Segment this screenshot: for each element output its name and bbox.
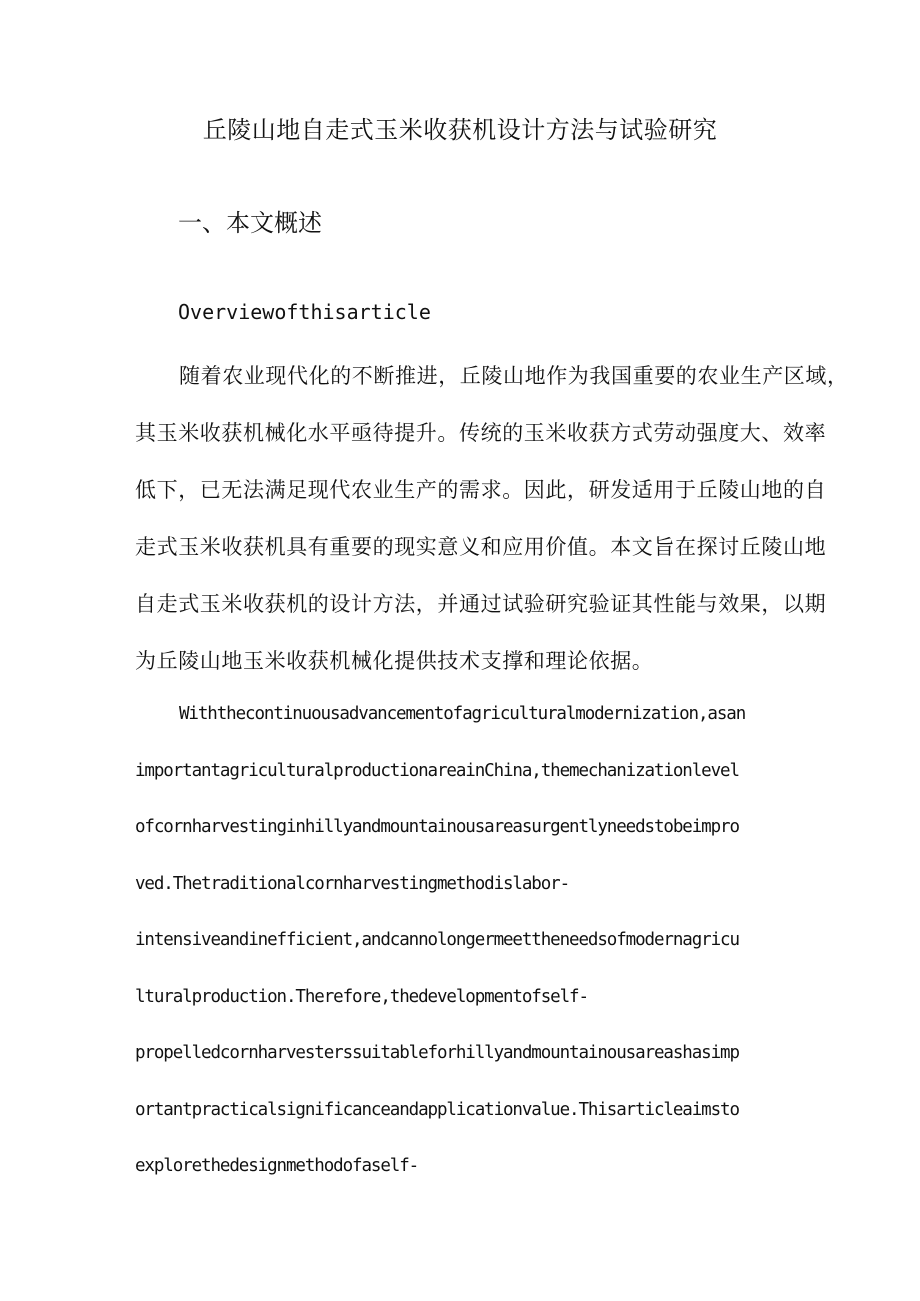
paragraph-line: 自走式玉米收获机的设计方法，并通过试验研究验证其性能与效果，以期	[135, 592, 827, 616]
section-heading: 一、本文概述	[178, 209, 322, 237]
paragraph-line: ved.Thetraditionalcornharvestingmethodislabor-	[135, 873, 570, 894]
paragraph-line: explorethedesignmethodofaself-	[135, 1156, 419, 1176]
paragraph-line: 为丘陵山地玉米收获机械化提供技术支撑和理论依据。	[135, 649, 654, 673]
paragraph-line: 走式玉米收获机具有重要的现实意义和应用价值。本文旨在探讨丘陵山地	[135, 535, 827, 559]
paragraph-line: ofcornharvestinginhillyandmountainousareasurgentlyneedstobeimpro	[135, 817, 739, 837]
paragraph-line: 其玉米收获机械化水平亟待提升。传统的玉米收获方式劳动强度大、效率	[135, 421, 827, 445]
chinese-paragraph	[135, 348, 849, 690]
english-paragraph	[135, 686, 795, 1195]
paragraph-line: importantagriculturalproductionareainChina,themechanizationlevel	[135, 760, 739, 781]
english-section-heading: Overviewofthisarticle	[178, 300, 431, 324]
paragraph-line: ortantpracticalsignificanceandapplicationvalue.Thisarticleaimsto	[135, 1099, 739, 1120]
document-title: 丘陵山地自走式玉米收获机设计方法与试验研究	[202, 116, 718, 144]
paragraph-line: propelledcornharvesterssuitableforhillyandmountainousareashasimp	[135, 1043, 739, 1063]
paragraph-line: lturalproduction.Therefore,thedevelopmentofself-	[135, 986, 588, 1007]
paragraph-line: intensiveandinefficient,andcannolongermeettheneedsofmodernagricu	[135, 930, 739, 950]
paragraph-line: Withthecontinuousadvancementofagriculturalmodernization,asan	[179, 704, 746, 724]
paragraph-line: 随着农业现代化的不断推进，丘陵山地作为我国重要的农业生产区域，	[179, 364, 849, 388]
paragraph-line: 低下，已无法满足现代农业生产的需求。因此，研发适用于丘陵山地的自	[135, 478, 827, 502]
